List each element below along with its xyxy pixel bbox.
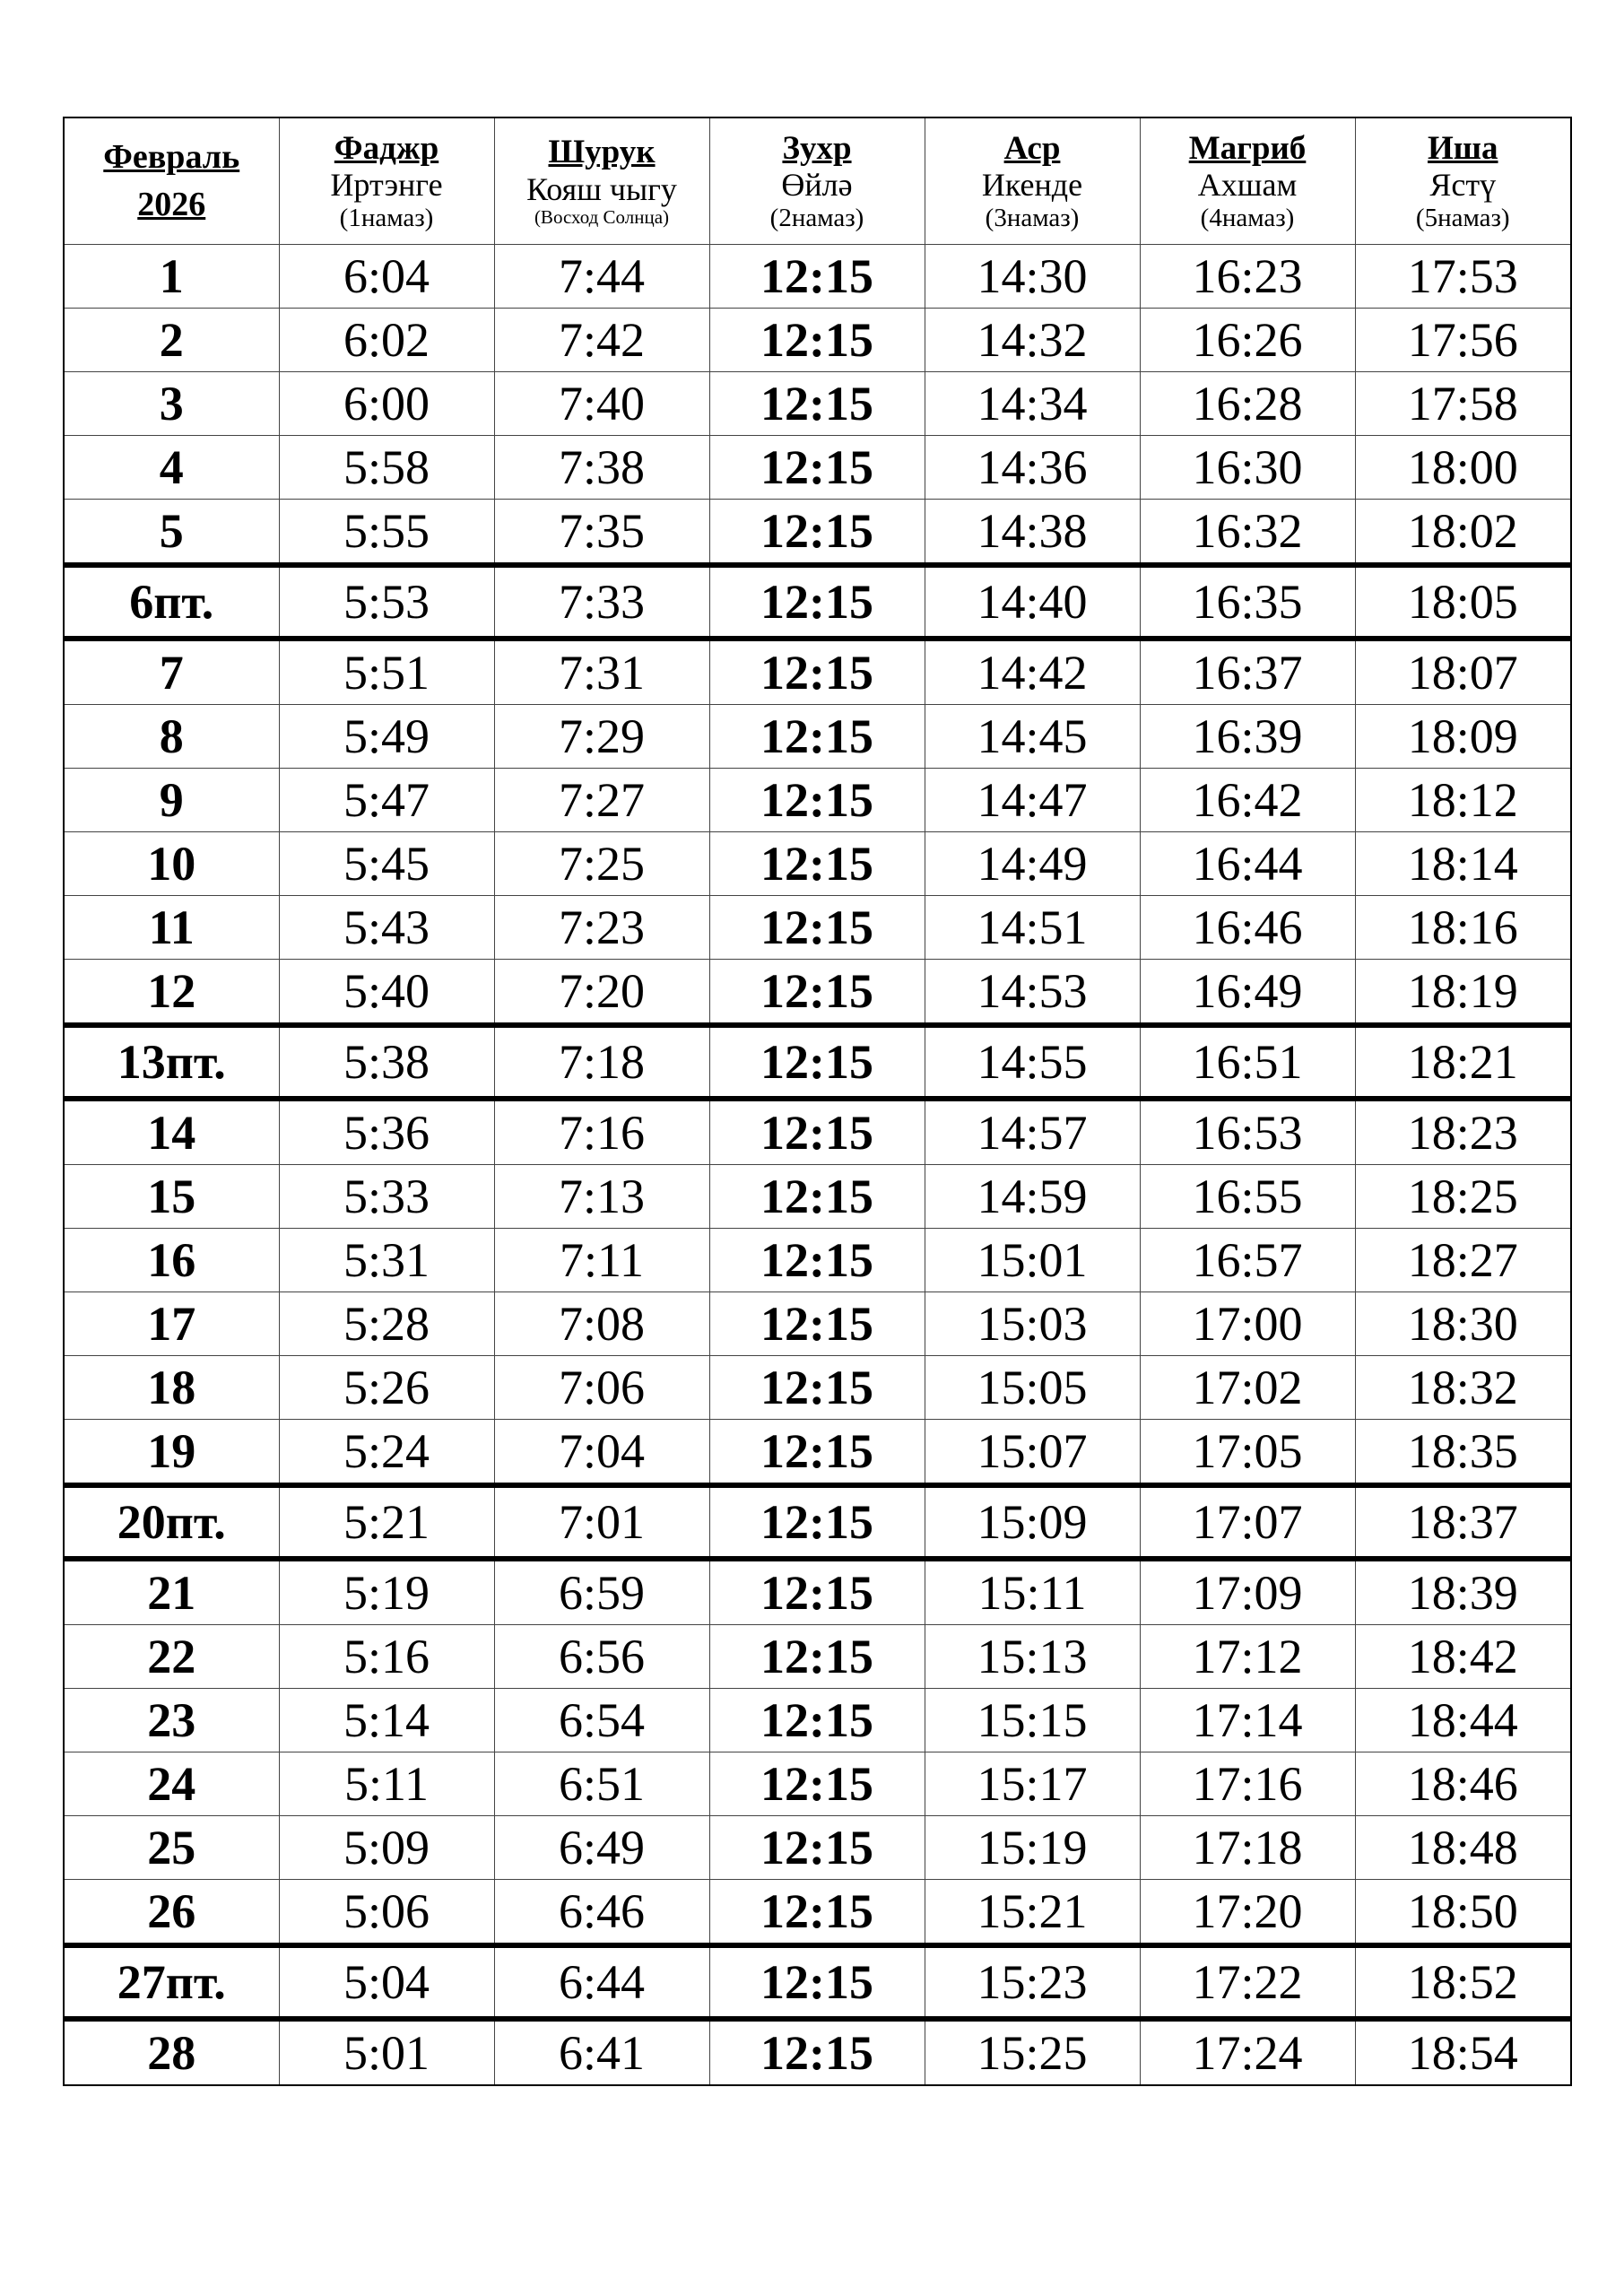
- maghrib-time: 16:44: [1140, 832, 1355, 896]
- asr-time: 14:40: [925, 565, 1140, 639]
- maghrib-time: 16:53: [1140, 1099, 1355, 1165]
- asr-time: 15:15: [925, 1689, 1140, 1752]
- maghrib-time: 17:24: [1140, 2019, 1355, 2085]
- fajr-time: 5:55: [279, 500, 494, 566]
- day-cell: 22: [64, 1625, 279, 1689]
- month-label: Февраль: [103, 137, 240, 176]
- isha-time: 18:07: [1355, 639, 1571, 705]
- isha-time: 18:35: [1355, 1420, 1571, 1486]
- fajr-time: 5:19: [279, 1559, 494, 1625]
- column-local-name: Ястү: [1429, 167, 1497, 204]
- friday-row: [64, 1485, 1571, 1559]
- fajr-time: 5:11: [279, 1752, 494, 1816]
- isha-header: [1355, 117, 1571, 245]
- day-cell: 18: [64, 1356, 279, 1420]
- table-row: [64, 1559, 1571, 1625]
- column-local-name: Ахшам: [1197, 167, 1298, 204]
- asr-time: 15:19: [925, 1816, 1140, 1880]
- column-note: (3намаз): [985, 203, 1080, 232]
- maghrib-time: 17:18: [1140, 1816, 1355, 1880]
- asr-time: 14:47: [925, 769, 1140, 832]
- maghrib-time: 16:46: [1140, 896, 1355, 960]
- maghrib-time: 17:14: [1140, 1689, 1355, 1752]
- table-row: [64, 1229, 1571, 1292]
- month-header: [64, 117, 279, 245]
- day-cell: 4: [64, 436, 279, 500]
- zuhr-time: 12:15: [709, 565, 925, 639]
- sunrise-time: 6:49: [494, 1816, 709, 1880]
- zuhr-time: 12:15: [709, 2019, 925, 2085]
- table-row: [64, 960, 1571, 1026]
- day-cell: 6пт.: [64, 565, 279, 639]
- table-row: [64, 1816, 1571, 1880]
- zuhr-time: 12:15: [709, 436, 925, 500]
- maghrib-time: 16:26: [1140, 309, 1355, 372]
- day-cell: 20пт.: [64, 1485, 279, 1559]
- isha-time: 18:16: [1355, 896, 1571, 960]
- zuhr-time: 12:15: [709, 639, 925, 705]
- column-name: Зухр: [782, 129, 852, 167]
- zuhr-time: 12:15: [709, 1880, 925, 1946]
- fajr-time: 5:06: [279, 1880, 494, 1946]
- day-cell: 17: [64, 1292, 279, 1356]
- isha-time: 18:19: [1355, 960, 1571, 1026]
- table-row: [64, 436, 1571, 500]
- maghrib-time: 17:22: [1140, 1945, 1355, 2019]
- maghrib-time: 17:07: [1140, 1485, 1355, 1559]
- column-local-name: Кояш чыгу: [526, 170, 677, 207]
- isha-time: 18:23: [1355, 1099, 1571, 1165]
- table-row: [64, 2019, 1571, 2085]
- isha-time: 18:25: [1355, 1165, 1571, 1229]
- maghrib-time: 17:00: [1140, 1292, 1355, 1356]
- friday-row: [64, 1025, 1571, 1099]
- isha-time: 18:30: [1355, 1292, 1571, 1356]
- sunrise-time: 6:51: [494, 1752, 709, 1816]
- maghrib-time: 17:05: [1140, 1420, 1355, 1486]
- fajr-time: 5:14: [279, 1689, 494, 1752]
- maghrib-header: [1140, 117, 1355, 245]
- isha-time: 18:50: [1355, 1880, 1571, 1946]
- isha-time: 18:00: [1355, 436, 1571, 500]
- fajr-header: [279, 117, 494, 245]
- zuhr-time: 12:15: [709, 1689, 925, 1752]
- day-cell: 28: [64, 2019, 279, 2085]
- sunrise-time: 6:44: [494, 1945, 709, 2019]
- column-local-name: Иртэнге: [330, 167, 443, 204]
- table-row: [64, 309, 1571, 372]
- zuhr-time: 12:15: [709, 896, 925, 960]
- sunrise-time: 7:25: [494, 832, 709, 896]
- day-cell: 11: [64, 896, 279, 960]
- sunrise-time: 6:56: [494, 1625, 709, 1689]
- day-cell: 5: [64, 500, 279, 566]
- isha-time: 18:48: [1355, 1816, 1571, 1880]
- table-row: [64, 832, 1571, 896]
- zuhr-time: 12:15: [709, 1292, 925, 1356]
- fajr-time: 5:43: [279, 896, 494, 960]
- sunrise-time: 7:35: [494, 500, 709, 566]
- maghrib-time: 16:51: [1140, 1025, 1355, 1099]
- maghrib-time: 16:49: [1140, 960, 1355, 1026]
- asr-time: 14:36: [925, 436, 1140, 500]
- day-cell: 2: [64, 309, 279, 372]
- sunrise-time: 7:42: [494, 309, 709, 372]
- fajr-time: 5:53: [279, 565, 494, 639]
- asr-time: 15:21: [925, 1880, 1140, 1946]
- asr-time: 15:25: [925, 2019, 1140, 2085]
- maghrib-time: 17:09: [1140, 1559, 1355, 1625]
- sunrise-time: 7:01: [494, 1485, 709, 1559]
- table-row: [64, 1356, 1571, 1420]
- asr-time: 14:59: [925, 1165, 1140, 1229]
- maghrib-time: 16:35: [1140, 565, 1355, 639]
- zuhr-time: 12:15: [709, 1420, 925, 1486]
- table-row: [64, 372, 1571, 436]
- column-local-name: Өйлә: [781, 167, 853, 204]
- sunrise-time: 7:23: [494, 896, 709, 960]
- sunrise-time: 7:40: [494, 372, 709, 436]
- prayer-times-table: [63, 117, 1572, 2086]
- isha-time: 18:44: [1355, 1689, 1571, 1752]
- sunrise-time: 7:33: [494, 565, 709, 639]
- asr-time: 15:11: [925, 1559, 1140, 1625]
- isha-time: 17:56: [1355, 309, 1571, 372]
- day-cell: 21: [64, 1559, 279, 1625]
- table-row: [64, 1625, 1571, 1689]
- zuhr-time: 12:15: [709, 245, 925, 309]
- friday-row: [64, 1945, 1571, 2019]
- fajr-time: 5:09: [279, 1816, 494, 1880]
- day-cell: 8: [64, 705, 279, 769]
- isha-time: 18:42: [1355, 1625, 1571, 1689]
- asr-time: 14:45: [925, 705, 1140, 769]
- column-local-name: Икенде: [981, 167, 1083, 204]
- zuhr-time: 12:15: [709, 1165, 925, 1229]
- asr-header: [925, 117, 1140, 245]
- asr-time: 14:42: [925, 639, 1140, 705]
- table-row: [64, 500, 1571, 566]
- isha-time: 18:05: [1355, 565, 1571, 639]
- isha-time: 18:02: [1355, 500, 1571, 566]
- maghrib-time: 16:37: [1140, 639, 1355, 705]
- zuhr-time: 12:15: [709, 309, 925, 372]
- zuhr-time: 12:15: [709, 1025, 925, 1099]
- asr-time: 15:13: [925, 1625, 1140, 1689]
- day-cell: 3: [64, 372, 279, 436]
- fajr-time: 5:04: [279, 1945, 494, 2019]
- isha-time: 18:09: [1355, 705, 1571, 769]
- fajr-time: 5:01: [279, 2019, 494, 2085]
- day-cell: 25: [64, 1816, 279, 1880]
- zuhr-time: 12:15: [709, 1099, 925, 1165]
- fajr-time: 5:31: [279, 1229, 494, 1292]
- zuhr-time: 12:15: [709, 1752, 925, 1816]
- column-note: (5намаз): [1415, 203, 1510, 232]
- sunrise-time: 7:04: [494, 1420, 709, 1486]
- zuhr-time: 12:15: [709, 1356, 925, 1420]
- fajr-time: 5:21: [279, 1485, 494, 1559]
- zuhr-time: 12:15: [709, 705, 925, 769]
- fajr-time: 5:40: [279, 960, 494, 1026]
- zuhr-time: 12:15: [709, 500, 925, 566]
- table-row: [64, 1292, 1571, 1356]
- table-row: [64, 1420, 1571, 1486]
- asr-time: 14:55: [925, 1025, 1140, 1099]
- table-row: [64, 1689, 1571, 1752]
- day-cell: 27пт.: [64, 1945, 279, 2019]
- day-cell: 7: [64, 639, 279, 705]
- sunrise-time: 7:20: [494, 960, 709, 1026]
- asr-time: 14:32: [925, 309, 1140, 372]
- isha-time: 18:37: [1355, 1485, 1571, 1559]
- fajr-time: 5:26: [279, 1356, 494, 1420]
- sunrise-time: 6:46: [494, 1880, 709, 1946]
- zuhr-time: 12:15: [709, 1945, 925, 2019]
- zuhr-time: 12:15: [709, 960, 925, 1026]
- asr-time: 14:49: [925, 832, 1140, 896]
- sunrise-time: 7:44: [494, 245, 709, 309]
- zuhr-time: 12:15: [709, 769, 925, 832]
- isha-time: 17:58: [1355, 372, 1571, 436]
- fajr-time: 5:47: [279, 769, 494, 832]
- friday-row: [64, 565, 1571, 639]
- column-name: Магриб: [1188, 129, 1307, 167]
- day-cell: 16: [64, 1229, 279, 1292]
- maghrib-time: 16:39: [1140, 705, 1355, 769]
- asr-time: 14:30: [925, 245, 1140, 309]
- maghrib-time: 17:02: [1140, 1356, 1355, 1420]
- day-cell: 19: [64, 1420, 279, 1486]
- header-row: [64, 117, 1571, 245]
- fajr-time: 5:45: [279, 832, 494, 896]
- isha-time: 18:21: [1355, 1025, 1571, 1099]
- fajr-time: 6:02: [279, 309, 494, 372]
- day-cell: 26: [64, 1880, 279, 1946]
- year-label: 2026: [137, 186, 206, 223]
- fajr-time: 5:24: [279, 1420, 494, 1486]
- table-row: [64, 705, 1571, 769]
- sunrise-time: 7:16: [494, 1099, 709, 1165]
- day-cell: 12: [64, 960, 279, 1026]
- isha-time: 18:14: [1355, 832, 1571, 896]
- fajr-time: 5:16: [279, 1625, 494, 1689]
- fajr-time: 5:49: [279, 705, 494, 769]
- sunrise-time: 6:54: [494, 1689, 709, 1752]
- table-row: [64, 1099, 1571, 1165]
- asr-time: 14:51: [925, 896, 1140, 960]
- table-row: [64, 896, 1571, 960]
- maghrib-time: 16:57: [1140, 1229, 1355, 1292]
- maghrib-time: 16:28: [1140, 372, 1355, 436]
- table-row: [64, 639, 1571, 705]
- isha-time: 18:52: [1355, 1945, 1571, 2019]
- day-cell: 9: [64, 769, 279, 832]
- asr-time: 15:23: [925, 1945, 1140, 2019]
- table-row: [64, 1165, 1571, 1229]
- sunrise-time: 7:31: [494, 639, 709, 705]
- fajr-time: 5:58: [279, 436, 494, 500]
- isha-time: 17:53: [1355, 245, 1571, 309]
- asr-time: 15:09: [925, 1485, 1140, 1559]
- day-cell: 23: [64, 1689, 279, 1752]
- day-cell: 15: [64, 1165, 279, 1229]
- isha-time: 18:27: [1355, 1229, 1571, 1292]
- table-row: [64, 245, 1571, 309]
- sunrise-time: 7:38: [494, 436, 709, 500]
- asr-time: 15:01: [925, 1229, 1140, 1292]
- day-cell: 10: [64, 832, 279, 896]
- column-note: (2намаз): [769, 203, 864, 232]
- table-row: [64, 1752, 1571, 1816]
- zuhr-time: 12:15: [709, 1625, 925, 1689]
- sunrise-time: 7:13: [494, 1165, 709, 1229]
- maghrib-time: 17:12: [1140, 1625, 1355, 1689]
- asr-time: 15:05: [925, 1356, 1140, 1420]
- table-row: [64, 1880, 1571, 1946]
- sunrise-time: 7:29: [494, 705, 709, 769]
- fajr-time: 5:28: [279, 1292, 494, 1356]
- zuhr-time: 12:15: [709, 1816, 925, 1880]
- maghrib-time: 16:32: [1140, 500, 1355, 566]
- fajr-time: 6:00: [279, 372, 494, 436]
- day-cell: 24: [64, 1752, 279, 1816]
- column-name: Шурук: [548, 134, 656, 171]
- table-row: [64, 769, 1571, 832]
- asr-time: 15:07: [925, 1420, 1140, 1486]
- sunrise-time: 7:06: [494, 1356, 709, 1420]
- column-name: Фаджр: [334, 129, 439, 167]
- column-name: Аср: [1003, 129, 1061, 167]
- sunrise-time: 6:59: [494, 1559, 709, 1625]
- sunrise-time: 7:08: [494, 1292, 709, 1356]
- maghrib-time: 16:23: [1140, 245, 1355, 309]
- sunrise-time: 7:27: [494, 769, 709, 832]
- asr-time: 15:03: [925, 1292, 1140, 1356]
- zuhr-header: [709, 117, 925, 245]
- isha-time: 18:32: [1355, 1356, 1571, 1420]
- column-name: Иша: [1427, 129, 1498, 167]
- column-note: (1намаз): [339, 203, 434, 232]
- asr-time: 14:53: [925, 960, 1140, 1026]
- maghrib-time: 17:20: [1140, 1880, 1355, 1946]
- fajr-time: 5:51: [279, 639, 494, 705]
- sunrise-time: 7:11: [494, 1229, 709, 1292]
- zuhr-time: 12:15: [709, 1559, 925, 1625]
- sunrise-time: 6:41: [494, 2019, 709, 2085]
- fajr-time: 5:38: [279, 1025, 494, 1099]
- day-cell: 14: [64, 1099, 279, 1165]
- isha-time: 18:12: [1355, 769, 1571, 832]
- asr-time: 14:38: [925, 500, 1140, 566]
- maghrib-time: 16:30: [1140, 436, 1355, 500]
- isha-time: 18:54: [1355, 2019, 1571, 2085]
- asr-time: 14:57: [925, 1099, 1140, 1165]
- schedule-body: [64, 245, 1571, 2086]
- isha-time: 18:46: [1355, 1752, 1571, 1816]
- fajr-time: 5:36: [279, 1099, 494, 1165]
- sunrise-time: 7:18: [494, 1025, 709, 1099]
- zuhr-time: 12:15: [709, 1485, 925, 1559]
- day-cell: 1: [64, 245, 279, 309]
- maghrib-time: 16:42: [1140, 769, 1355, 832]
- fajr-time: 6:04: [279, 245, 494, 309]
- fajr-time: 5:33: [279, 1165, 494, 1229]
- sunrise-header: [494, 117, 709, 245]
- column-note: (Восход Солнца): [534, 206, 670, 229]
- day-cell: 13пт.: [64, 1025, 279, 1099]
- isha-time: 18:39: [1355, 1559, 1571, 1625]
- asr-time: 15:17: [925, 1752, 1140, 1816]
- maghrib-time: 17:16: [1140, 1752, 1355, 1816]
- zuhr-time: 12:15: [709, 832, 925, 896]
- column-note: (4намаз): [1200, 203, 1295, 232]
- asr-time: 14:34: [925, 372, 1140, 436]
- zuhr-time: 12:15: [709, 1229, 925, 1292]
- zuhr-time: 12:15: [709, 372, 925, 436]
- maghrib-time: 16:55: [1140, 1165, 1355, 1229]
